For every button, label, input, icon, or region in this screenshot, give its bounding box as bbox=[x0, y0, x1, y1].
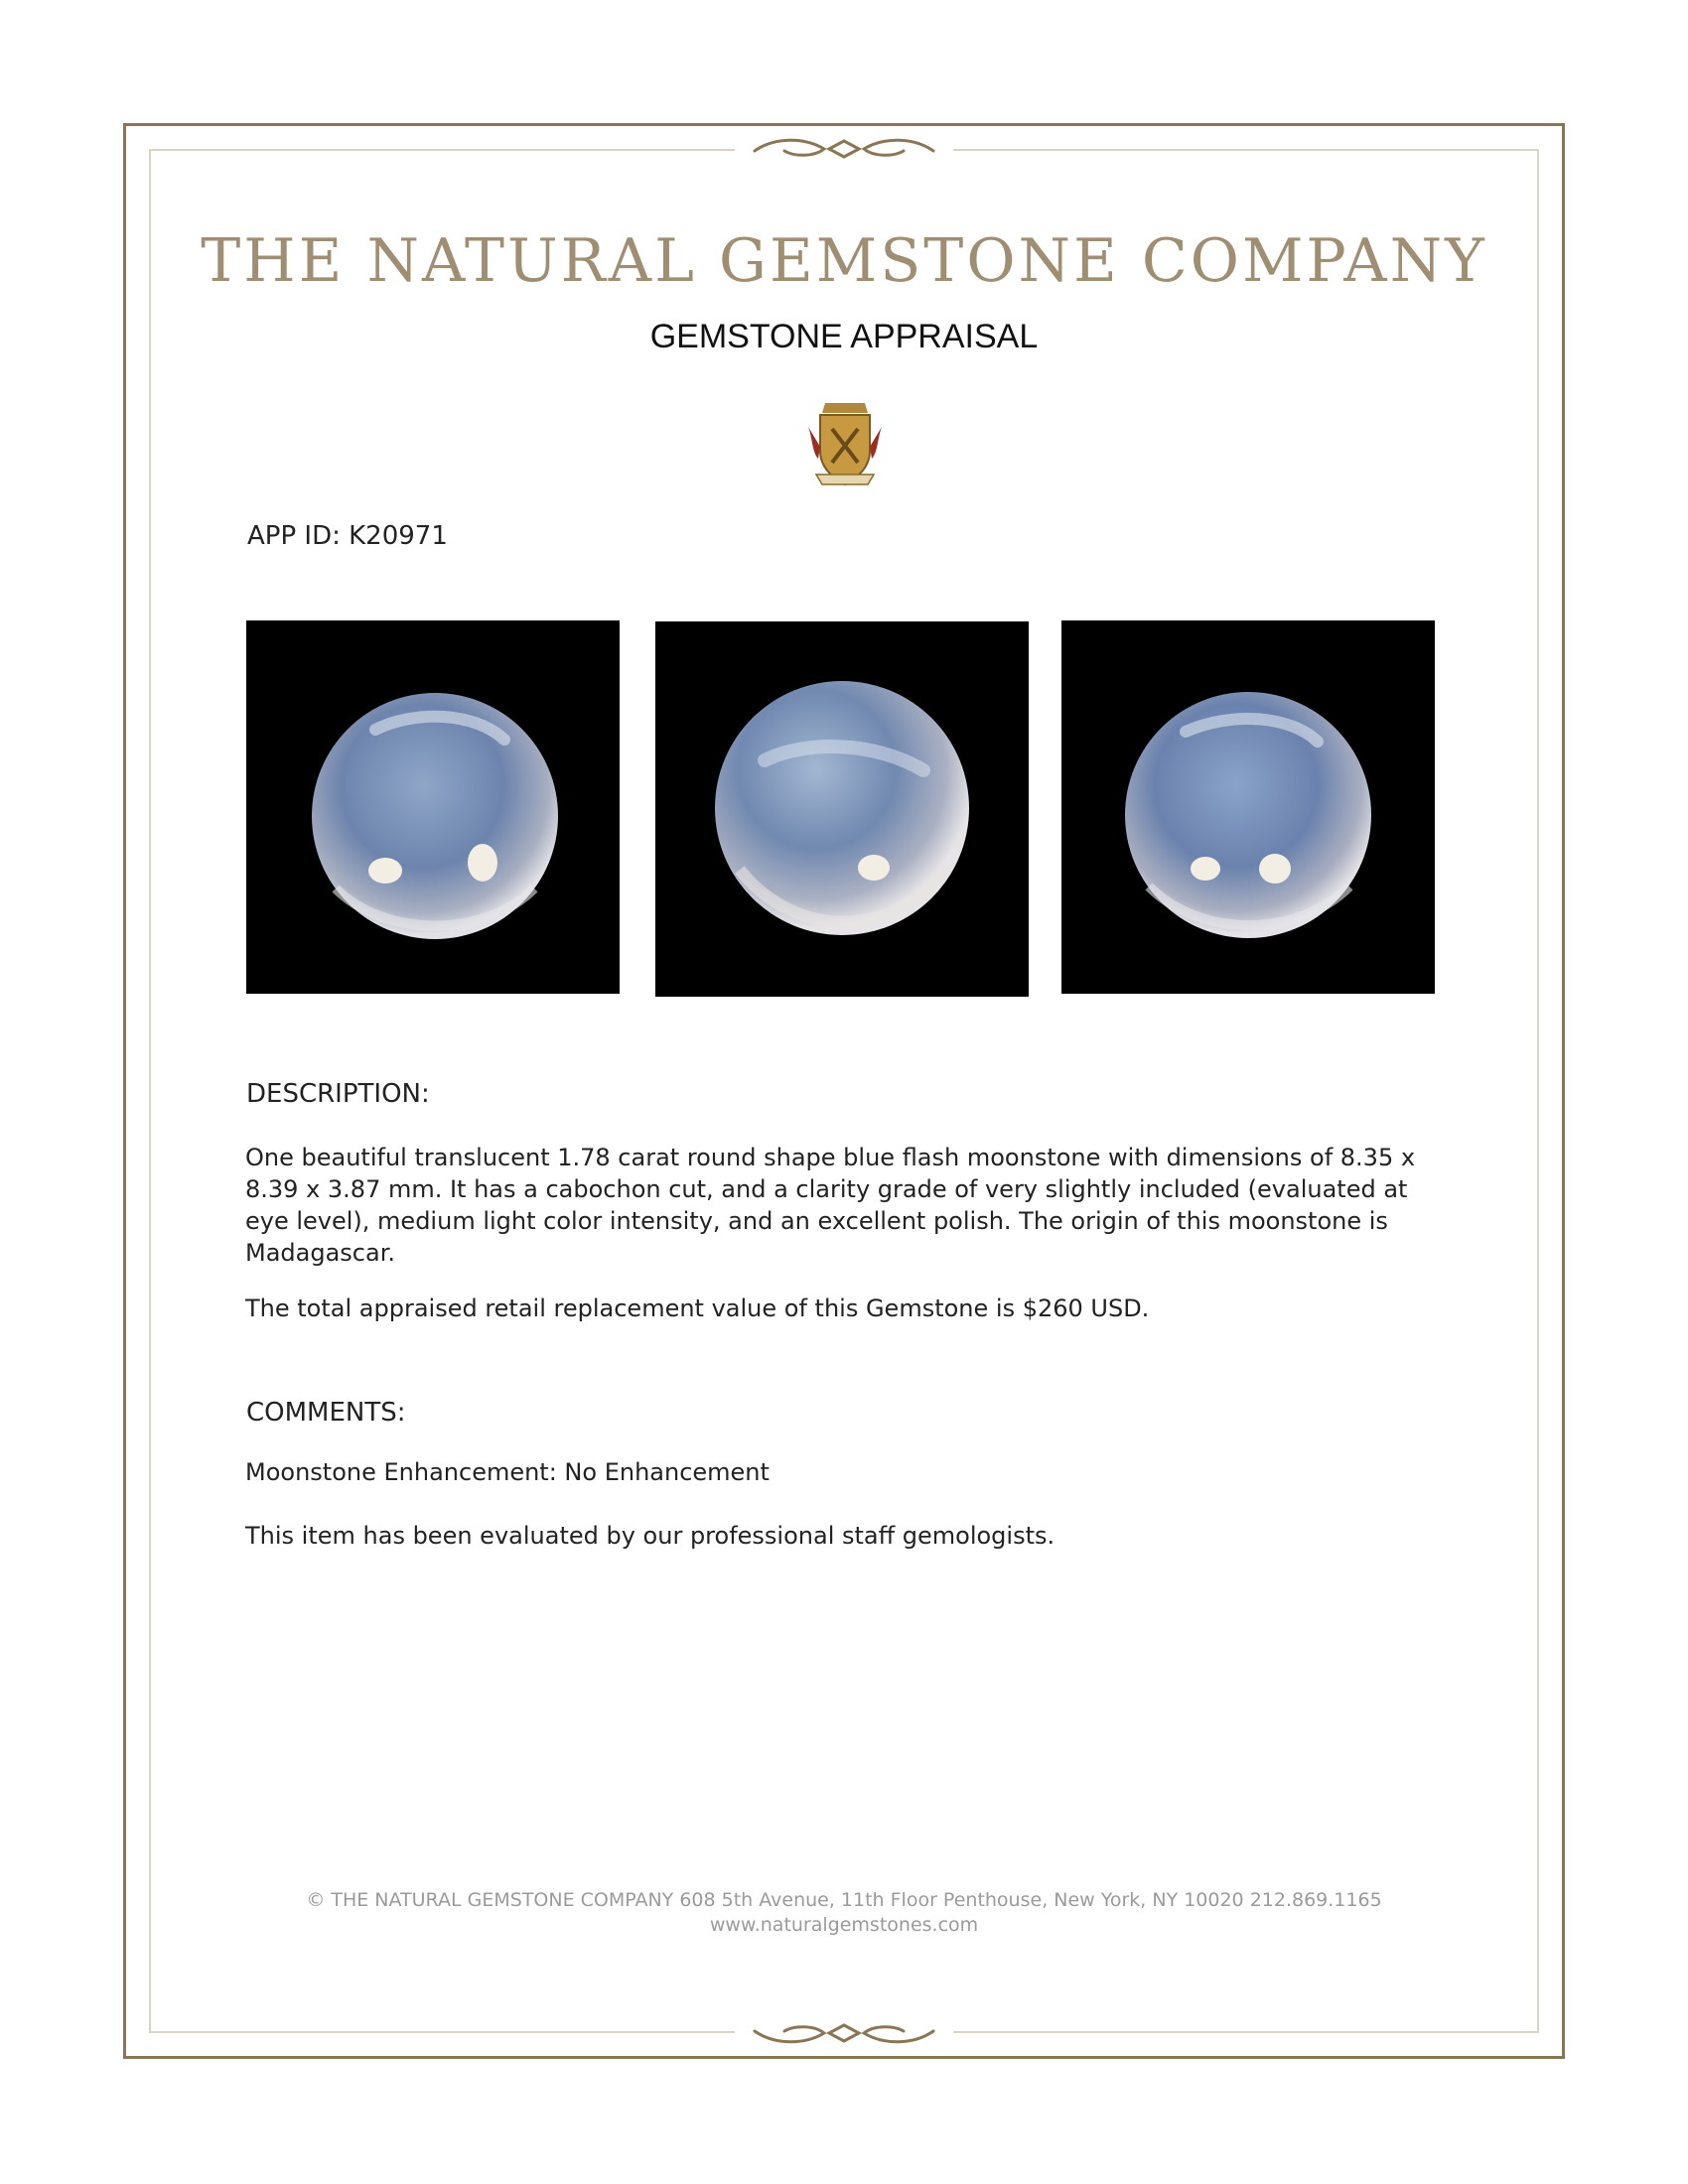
evaluation-note: This item has been evaluated by our professional staff gemologists. bbox=[245, 1522, 1055, 1550]
description-heading: DESCRIPTION: bbox=[246, 1079, 430, 1109]
document-title: GEMSTONE APPRAISAL bbox=[649, 318, 1039, 355]
appraised-value-text: The total appraised retail replacement value of this Gemstone is $260 USD. bbox=[245, 1295, 1150, 1322]
app-id: APP ID: K20971 bbox=[247, 521, 448, 551]
footer-website[interactable]: www.naturalgemstones.com bbox=[709, 1914, 979, 1936]
bottom-ornament-icon bbox=[735, 2011, 953, 2055]
crest-icon bbox=[802, 397, 888, 492]
gem-photo-1 bbox=[246, 620, 620, 994]
gem-photo-2 bbox=[655, 621, 1029, 997]
gem-photo-3 bbox=[1061, 620, 1435, 994]
company-name: THE NATURAL GEMSTONE COMPANY bbox=[201, 226, 1487, 296]
top-ornament-icon bbox=[735, 127, 953, 171]
description-text: One beautiful translucent 1.78 carat round shape blue flash moonstone with dimensions of 8.35 x 8.39 x 3.87 mm. It has a cabochon cut, and a clarity grade of very slightly included (evaluated at eye level), medium light color intensity, and an excellent polish. The origin of this moonstone is Madagascar. bbox=[245, 1144, 1416, 1267]
enhancement-text: Moonstone Enhancement: No Enhancement bbox=[245, 1458, 770, 1486]
comments-heading: COMMENTS: bbox=[246, 1398, 406, 1428]
footer-address: © THE NATURAL GEMSTONE COMPANY 608 5th Avenue, 11th Floor Penthouse, New York, NY 10020 212.869.1165 bbox=[306, 1889, 1382, 1911]
